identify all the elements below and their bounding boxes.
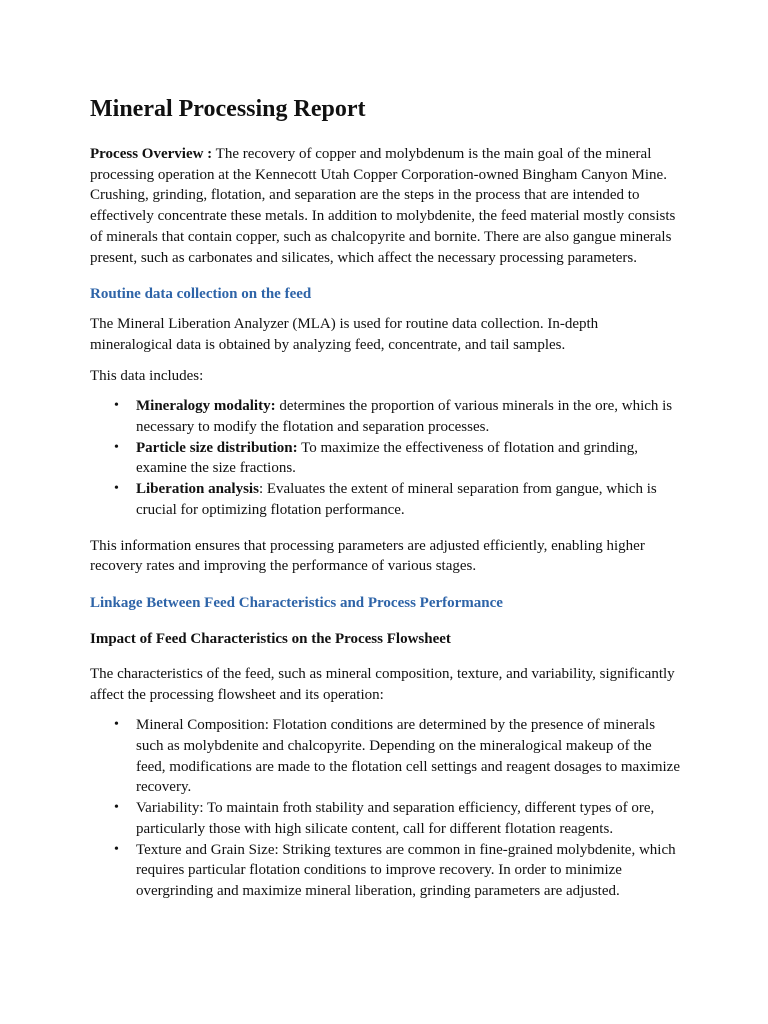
- list-item: [114, 396, 680, 437]
- bullet-icon: •: [114, 439, 119, 455]
- data-includes-list: [90, 396, 680, 520]
- list-item: [114, 715, 680, 798]
- list-item-label: Liberation analysis: [136, 481, 259, 498]
- list-item-text: To maximize the effectiveness of flotation and grinding, examine the size fractions.: [136, 439, 639, 477]
- list-item-text: determines the proportion of various minerals in the ore, which is necessary to modify the flotation and separation processes.: [136, 398, 673, 436]
- list-item-label: Particle size distribution:: [136, 439, 298, 456]
- list-item-text: Variability: To maintain froth stability and separation efficiency, different types of ore, particularly those with high silicate content, call for different flotation reagents.: [136, 800, 655, 837]
- characteristics-paragraph: The characteristics of the feed, such as mineral composition, texture, and variability, significantly affect the processing flowsheet and its operation:: [90, 665, 675, 703]
- document-page: [90, 93, 680, 917]
- subheading-impact: Impact of Feed Characteristics on the Process Flowsheet: [90, 630, 451, 647]
- bullet-icon: •: [114, 800, 119, 816]
- mla-paragraph: The Mineral Liberation Analyzer (MLA) is used for routine data collection. In-depth mineralogical data is obtained by analyzing feed, concentrate, and tail samples.: [90, 316, 599, 353]
- overview-label: Process Overview :: [90, 146, 213, 162]
- overview-paragraph: [90, 144, 680, 268]
- information-paragraph: This information ensures that processing parameters are adjusted efficiently, enabling higher recovery rates and improving the performance of various stages.: [90, 537, 645, 575]
- characteristics-list: [90, 715, 680, 901]
- section-heading-linkage: Linkage Between Feed Characteristics and Process Performance: [90, 594, 503, 611]
- list-item-label: Mineralogy modality:: [136, 398, 276, 415]
- report-title: Mineral Processing Report: [90, 96, 366, 122]
- data-includes-paragraph: This data includes:: [90, 367, 204, 384]
- section-heading-routine-data: Routine data collection on the feed: [90, 286, 312, 303]
- overview-text: The recovery of copper and molybdenum is the main goal of the mineral processing operation at the Kennecott Utah Copper Corporation-owned Bingham Canyon Mine. Crushing, grinding, flotation, and separation are the steps in the process that are intended to effectively concentrate these metals. In addition to molybdenite, the feed material mostly consists of minerals that contain copper, such as chalcopyrite and bornite. There are also gangue minerals present, such as carbonates and silicates, which affect the necessary processing parameters.: [90, 146, 676, 266]
- bullet-icon: •: [114, 717, 119, 733]
- list-item: [114, 840, 680, 902]
- bullet-icon: •: [114, 481, 119, 497]
- list-item: [114, 479, 680, 520]
- list-item: [114, 438, 680, 479]
- bullet-icon: •: [114, 841, 119, 857]
- list-item-text: Mineral Composition: Flotation conditions are determined by the presence of minerals such as molybdenite and chalcopyrite. Depending on the mineralogical makeup of the feed, modifications are made to the flotation cell settings and reagent dosages to maximize recovery.: [136, 717, 680, 796]
- list-item: [114, 798, 680, 839]
- list-item-text: Texture and Grain Size: Striking textures are common in fine-grained molybdenite, which requires particular flotation conditions to improve recovery. In order to minimize overgrinding and maximize mineral liberation, grinding parameters are adjusted.: [136, 841, 676, 899]
- bullet-icon: •: [114, 398, 119, 414]
- list-item-text: : Evaluates the extent of mineral separation from gangue, which is crucial for optimizing flotation performance.: [136, 481, 657, 518]
